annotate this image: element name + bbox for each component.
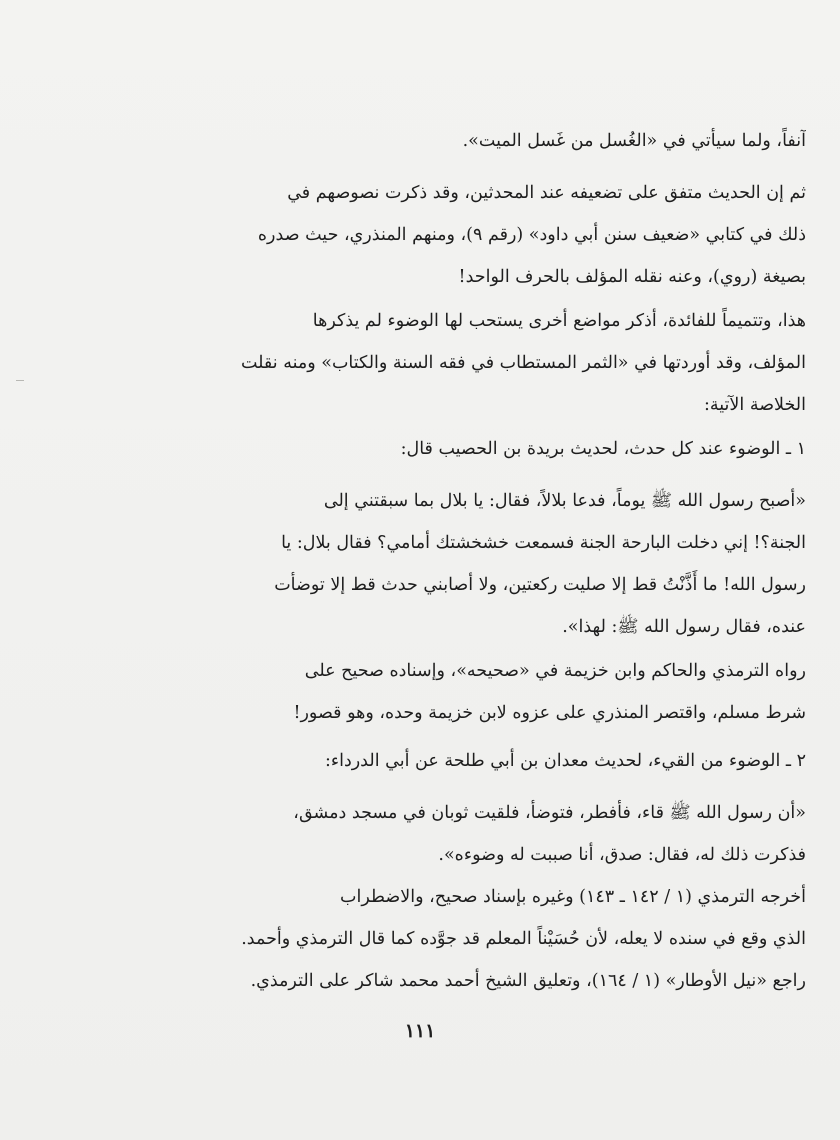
page-number: ١١١ bbox=[404, 1020, 436, 1042]
paragraph-hadith-vomit bbox=[130, 792, 806, 876]
text-line: أخرجه الترمذي (١ / ١٤٢ ـ ١٤٣) وغيره بإسناد صحيح، والاضطراب bbox=[340, 887, 806, 907]
text-line: «أصبح رسول الله ﷺ يوماً، فدعا بلالاً، فقال: يا بلال بما سبقتني إلى bbox=[323, 491, 806, 511]
text-line: آنفاً، ولما سيأتي في «الغُسل من غَسل الميت». bbox=[462, 131, 806, 151]
text-line: رسول الله! ما أَذَّنْتُ قط إلا صليت ركعتين، ولا أصابني حدث قط إلا توضأت bbox=[274, 575, 806, 595]
paragraph-narration-note bbox=[130, 650, 806, 734]
text-line: «أن رسول الله ﷺ قاء، فأفطر، فتوضأ، فلقيت ثوبان في مسجد دمشق، bbox=[293, 803, 806, 823]
paragraph-hadith-bilal bbox=[130, 480, 806, 648]
text-line: الذي وقع في سنده لا يعله، لأن حُسَيْناً المعلم قد جوَّده كما قال الترمذي وأحمد. bbox=[241, 929, 806, 949]
text-line: ذلك في كتابي «ضعيف سنن أبي داود» (رقم ٩)، ومنهم المنذري، حيث صدره bbox=[257, 225, 806, 245]
text-line: الخلاصة الآتية: bbox=[703, 395, 806, 415]
text-line: هذا، وتتميماً للفائدة، أذكر مواضع أخرى يستحب لها الوضوء لم يذكرها bbox=[312, 311, 806, 331]
text-line: عنده، فقال رسول الله ﷺ: لهذا». bbox=[562, 617, 806, 637]
text-line: راجع «نيل الأوطار» (١ / ١٦٤)، وتعليق الشيخ أحمد محمد شاكر على الترمذي. bbox=[250, 971, 806, 991]
paragraph-continuation bbox=[130, 120, 806, 162]
text-line: بصيغة (روي)، وعنه نقله المؤلف بالحرف الواحد! bbox=[458, 267, 806, 287]
paragraph-hadith-weakness bbox=[130, 172, 806, 298]
section-heading-2 bbox=[130, 740, 806, 782]
text-line: ثم إن الحديث متفق على تضعيفه عند المحدثين، وقد ذكرت نصوصهم في bbox=[287, 183, 806, 203]
text-line: الجنة؟! إني دخلت البارحة الجنة فسمعت خشخشتك أمامي؟ فقال بلال: يا bbox=[281, 533, 806, 553]
section-heading-1 bbox=[130, 428, 806, 470]
text-line: المؤلف، وقد أوردتها في «الثمر المستطاب في فقه السنة والكتاب» ومنه نقلت bbox=[240, 353, 806, 373]
text-line: فذكرت ذلك له، فقال: صدق، أنا صببت له وضوءه». bbox=[438, 845, 806, 865]
paragraph-takhrij bbox=[130, 876, 806, 1002]
text-line: ٢ ـ الوضوء من القيء، لحديث معدان بن أبي طلحة عن أبي الدرداء: bbox=[324, 751, 806, 771]
text-line: شرط مسلم، واقتصر المنذري على عزوه لابن خزيمة وحده، وهو قصور! bbox=[293, 703, 806, 723]
margin-mark bbox=[16, 380, 24, 381]
text-line: رواه الترمذي والحاكم وابن خزيمة في «صحيحه»، وإسناده صحيح على bbox=[304, 661, 806, 681]
text-line: ١ ـ الوضوء عند كل حدث، لحديث بريدة بن الحصيب قال: bbox=[400, 439, 806, 459]
paragraph-intro-summary bbox=[130, 300, 806, 426]
